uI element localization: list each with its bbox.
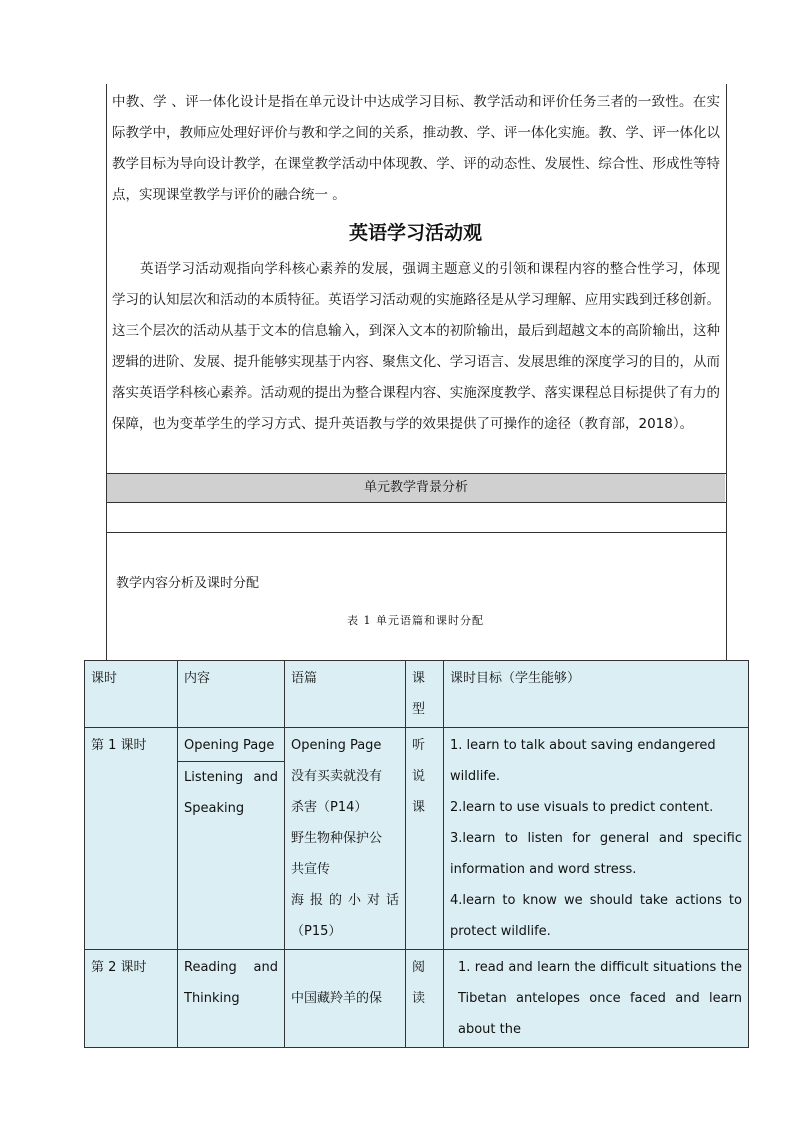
text-cell xyxy=(285,950,406,1048)
text-line: 海报的小对话 xyxy=(291,893,399,908)
content-cell xyxy=(178,728,285,950)
intro-paragraph: 中教、学 、评一体化设计是指在单元设计中达成学习目标、教学活动和评价任务三者的一致性。在实际教学中，教师应处理好评价与教和学之间的关系，推动教、学、评一体化实施。教、学、评一体化以教学目标为导向设计教学，在课堂教学活动中体现教、学、评的动态性、发展性、综合性、形成性等特点，实现课堂教学与评价的融合统一 。 xyxy=(112,94,720,203)
content-analysis-label: 教学内容分析及课时分配 xyxy=(116,576,260,591)
content-opening: Opening Page xyxy=(178,730,284,762)
background-analysis-band: 单元教学背景分析 xyxy=(107,474,725,502)
objectives-cell xyxy=(444,728,749,950)
text-cell xyxy=(285,728,406,950)
text-line xyxy=(291,952,399,983)
lesson-cell: 第 1 课时 xyxy=(85,728,178,950)
header-text: 语篇 xyxy=(285,661,406,728)
lesson-table xyxy=(84,660,749,1048)
objective-item: 3.learn to listen for general and specific information and word stress. xyxy=(450,831,742,877)
text-line: 杀害（P14） xyxy=(291,800,368,815)
type-cell: 听说课 xyxy=(406,728,444,950)
section-heading: 英语学习活动观 xyxy=(348,222,482,244)
objective-item: 2.learn to use visuals to predict content. xyxy=(450,800,714,815)
divider xyxy=(106,502,726,503)
table-header-row xyxy=(85,661,749,728)
text-line: （P15） xyxy=(291,924,342,939)
activity-paragraph: 英语学习活动观指向学科核心素养的发展，强调主题意义的引领和课程内容的整合性学习，体现学习的认知层次和活动的本质特征。英语学习活动观的实施路径是从学习理解、应用实践到迁移创新。这三个层次的活动从基于文本的信息输入，到深入文本的初阶输出，最后到超越文本的高阶输出，这种逻辑的进阶、发展、提升能够实现基于内容、聚焦文化、学习语言、发展思维的深度学习的目的，从而落实英语学科核心素养。活动观的提出为整合课程内容、实施深度教学、落实课程总目标提供了有力的保障，也为变革学生的学习方式、提升英语教与学的效果提供了可操作的途径（教育部，2018）。 xyxy=(112,261,720,432)
objective-item: 1. learn to talk about saving endangered wildlife. xyxy=(450,738,716,784)
type-cell: 阅读 xyxy=(406,950,444,1048)
divider xyxy=(106,532,726,533)
table-row xyxy=(85,728,749,950)
lesson-cell: 第 2 课时 xyxy=(85,950,178,1048)
header-type: 课型 xyxy=(406,661,444,728)
content-cell: Reading and Thinking xyxy=(178,950,285,1048)
header-content: 内容 xyxy=(178,661,285,728)
text-line: 没有买卖就没有 xyxy=(291,769,383,784)
text-line: Opening Page xyxy=(291,738,382,753)
objective-item: 4.learn to know we should take actions to protect wildlife. xyxy=(450,893,742,939)
objectives-cell: 1. read and learn the difficult situations the Tibetan antelopes once faced and learn about the xyxy=(444,950,749,1048)
text-line: 共宣传 xyxy=(291,862,331,877)
header-objectives: 课时目标（学生能够） xyxy=(444,661,749,728)
content-listening: Listening and Speaking xyxy=(184,770,278,816)
table-caption: 表 1 单元语篇和课时分配 xyxy=(347,614,484,627)
header-lesson: 课时 xyxy=(85,661,178,728)
text-line: 野生物种保护公 xyxy=(291,831,383,846)
text-line: 中国藏羚羊的保 xyxy=(291,991,383,1006)
table-row xyxy=(85,950,749,1048)
